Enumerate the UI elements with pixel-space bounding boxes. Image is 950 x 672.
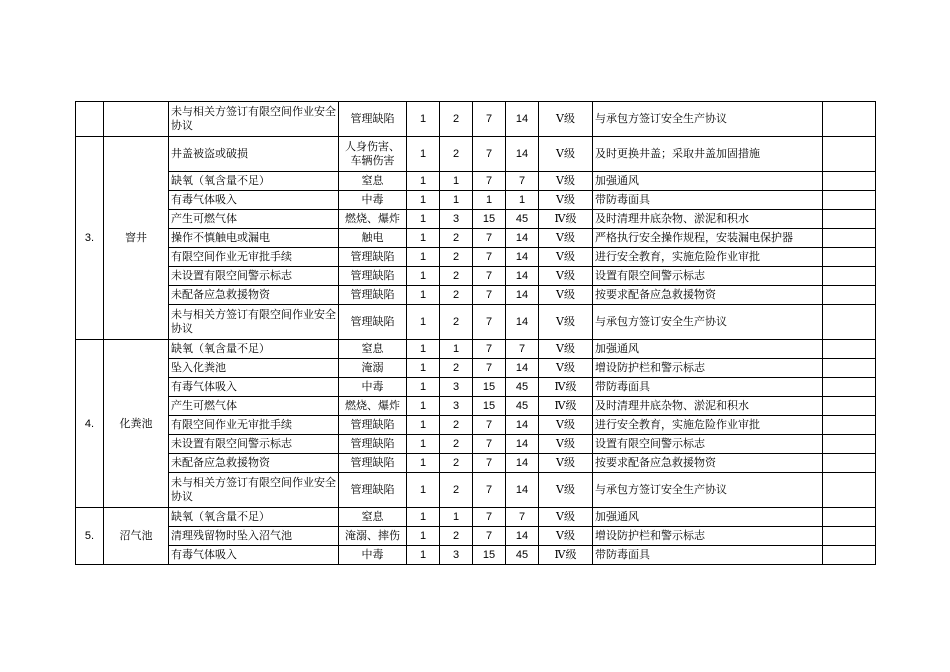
risk-level-cell: Ⅴ级 xyxy=(539,137,593,172)
value-l-cell: 1 xyxy=(407,397,440,416)
value-c-cell: 15 xyxy=(473,210,506,229)
table-row xyxy=(76,248,876,267)
value-e-cell: 3 xyxy=(440,546,473,565)
value-c-cell: 7 xyxy=(473,435,506,454)
hazard-cell: 未与相关方签订有限空间作业安全协议 xyxy=(169,473,339,508)
value-d-cell: 14 xyxy=(506,527,539,546)
note-cell xyxy=(823,416,876,435)
risk-level-cell: Ⅴ级 xyxy=(539,229,593,248)
risk-level-cell: Ⅳ级 xyxy=(539,546,593,565)
risk-level-cell: Ⅴ级 xyxy=(539,527,593,546)
hazard-cell: 未设置有限空间警示标志 xyxy=(169,267,339,286)
value-l-cell: 1 xyxy=(407,191,440,210)
hazard-cell: 有毒气体吸入 xyxy=(169,191,339,210)
note-cell xyxy=(823,305,876,340)
value-c-cell: 15 xyxy=(473,378,506,397)
value-d-cell: 7 xyxy=(506,508,539,527)
value-e-cell: 2 xyxy=(440,416,473,435)
control-measure-cell: 带防毒面具 xyxy=(593,191,823,210)
note-cell xyxy=(823,359,876,378)
control-measure-cell: 增设防护栏和警示标志 xyxy=(593,527,823,546)
value-l-cell: 1 xyxy=(407,229,440,248)
value-l-cell: 1 xyxy=(407,137,440,172)
risk-level-cell: Ⅴ级 xyxy=(539,191,593,210)
hazard-cell: 清理残留物时坠入沼气池 xyxy=(169,527,339,546)
table-row xyxy=(76,286,876,305)
table-row xyxy=(76,435,876,454)
hazard-cell: 井盖被盗或破损 xyxy=(169,137,339,172)
table-row xyxy=(76,378,876,397)
value-c-cell: 7 xyxy=(473,229,506,248)
hazard-cell: 产生可燃气体 xyxy=(169,397,339,416)
value-l-cell: 1 xyxy=(407,305,440,340)
accident-type-cell: 窒息 xyxy=(339,340,407,359)
value-c-cell: 7 xyxy=(473,416,506,435)
hazard-cell: 缺氧（氧含量不足） xyxy=(169,172,339,191)
value-e-cell: 3 xyxy=(440,378,473,397)
hazard-cell: 有限空间作业无审批手续 xyxy=(169,248,339,267)
value-d-cell: 14 xyxy=(506,454,539,473)
value-d-cell: 7 xyxy=(506,340,539,359)
value-e-cell: 2 xyxy=(440,305,473,340)
note-cell xyxy=(823,172,876,191)
risk-level-cell: Ⅴ级 xyxy=(539,340,593,359)
note-cell xyxy=(823,378,876,397)
note-cell xyxy=(823,454,876,473)
control-measure-cell: 及时清理井底杂物、淤泥和积水 xyxy=(593,210,823,229)
value-e-cell: 2 xyxy=(440,248,473,267)
hazard-cell: 缺氧（氧含量不足） xyxy=(169,340,339,359)
accident-type-cell: 淹溺 xyxy=(339,359,407,378)
risk-level-cell: Ⅳ级 xyxy=(539,397,593,416)
value-d-cell: 14 xyxy=(506,435,539,454)
accident-type-cell: 窒息 xyxy=(339,172,407,191)
table-row xyxy=(76,454,876,473)
table-body xyxy=(76,102,876,565)
value-e-cell: 2 xyxy=(440,473,473,508)
value-d-cell: 14 xyxy=(506,248,539,267)
note-cell xyxy=(823,473,876,508)
value-c-cell: 7 xyxy=(473,286,506,305)
risk-level-cell: Ⅳ级 xyxy=(539,210,593,229)
value-c-cell: 7 xyxy=(473,454,506,473)
value-c-cell: 7 xyxy=(473,267,506,286)
control-measure-cell: 设置有限空间警示标志 xyxy=(593,435,823,454)
value-l-cell: 1 xyxy=(407,473,440,508)
value-l-cell: 1 xyxy=(407,286,440,305)
note-cell xyxy=(823,137,876,172)
value-l-cell: 1 xyxy=(407,267,440,286)
note-cell xyxy=(823,248,876,267)
value-e-cell: 2 xyxy=(440,229,473,248)
value-d-cell: 45 xyxy=(506,397,539,416)
accident-type-cell: 燃烧、爆炸 xyxy=(339,397,407,416)
value-l-cell: 1 xyxy=(407,172,440,191)
value-c-cell: 1 xyxy=(473,191,506,210)
control-measure-cell: 及时更换井盖；采取井盖加固措施 xyxy=(593,137,823,172)
accident-type-cell: 燃烧、爆炸 xyxy=(339,210,407,229)
table-row xyxy=(76,172,876,191)
group-number xyxy=(76,102,104,137)
risk-level-cell: Ⅳ级 xyxy=(539,378,593,397)
value-d-cell: 7 xyxy=(506,172,539,191)
risk-level-cell: Ⅴ级 xyxy=(539,248,593,267)
value-l-cell: 1 xyxy=(407,508,440,527)
control-measure-cell: 加强通风 xyxy=(593,508,823,527)
hazard-cell: 有毒气体吸入 xyxy=(169,378,339,397)
value-c-cell: 7 xyxy=(473,137,506,172)
value-l-cell: 1 xyxy=(407,378,440,397)
accident-type-cell: 中毒 xyxy=(339,378,407,397)
value-e-cell: 3 xyxy=(440,210,473,229)
value-e-cell: 2 xyxy=(440,102,473,137)
accident-type-cell: 人身伤害、车辆伤害 xyxy=(339,137,407,172)
risk-level-cell: Ⅴ级 xyxy=(539,435,593,454)
control-measure-cell: 严格执行安全操作规程，安装漏电保护器 xyxy=(593,229,823,248)
value-c-cell: 7 xyxy=(473,248,506,267)
value-e-cell: 1 xyxy=(440,340,473,359)
value-d-cell: 14 xyxy=(506,102,539,137)
value-d-cell: 14 xyxy=(506,416,539,435)
value-d-cell: 45 xyxy=(506,210,539,229)
risk-level-cell: Ⅴ级 xyxy=(539,267,593,286)
table-row xyxy=(76,397,876,416)
accident-type-cell: 管理缺陷 xyxy=(339,473,407,508)
control-measure-cell: 带防毒面具 xyxy=(593,378,823,397)
value-e-cell: 2 xyxy=(440,435,473,454)
value-e-cell: 1 xyxy=(440,172,473,191)
control-measure-cell: 与承包方签订安全生产协议 xyxy=(593,473,823,508)
note-cell xyxy=(823,210,876,229)
accident-type-cell: 管理缺陷 xyxy=(339,248,407,267)
table-row xyxy=(76,210,876,229)
value-d-cell: 14 xyxy=(506,229,539,248)
value-c-cell: 7 xyxy=(473,527,506,546)
value-e-cell: 2 xyxy=(440,137,473,172)
table-row xyxy=(76,340,876,359)
value-l-cell: 1 xyxy=(407,527,440,546)
accident-type-cell: 管理缺陷 xyxy=(339,454,407,473)
accident-type-cell: 中毒 xyxy=(339,191,407,210)
value-c-cell: 15 xyxy=(473,397,506,416)
value-l-cell: 1 xyxy=(407,416,440,435)
value-c-cell: 7 xyxy=(473,473,506,508)
table-row xyxy=(76,416,876,435)
note-cell xyxy=(823,397,876,416)
risk-level-cell: Ⅴ级 xyxy=(539,102,593,137)
risk-level-cell: Ⅴ级 xyxy=(539,286,593,305)
accident-type-cell: 触电 xyxy=(339,229,407,248)
value-c-cell: 7 xyxy=(473,102,506,137)
table-row xyxy=(76,305,876,340)
accident-type-cell: 管理缺陷 xyxy=(339,286,407,305)
value-e-cell: 2 xyxy=(440,286,473,305)
value-e-cell: 1 xyxy=(440,508,473,527)
hazard-cell: 操作不慎触电或漏电 xyxy=(169,229,339,248)
note-cell xyxy=(823,286,876,305)
value-e-cell: 2 xyxy=(440,359,473,378)
group-number: 3. xyxy=(76,137,104,340)
value-e-cell: 2 xyxy=(440,454,473,473)
control-measure-cell: 加强通风 xyxy=(593,172,823,191)
table-row xyxy=(76,508,876,527)
accident-type-cell: 管理缺陷 xyxy=(339,305,407,340)
value-l-cell: 1 xyxy=(407,454,440,473)
note-cell xyxy=(823,340,876,359)
risk-level-cell: Ⅴ级 xyxy=(539,473,593,508)
value-e-cell: 2 xyxy=(440,267,473,286)
accident-type-cell: 管理缺陷 xyxy=(339,416,407,435)
control-measure-cell: 进行安全教育，实施危险作业审批 xyxy=(593,248,823,267)
note-cell xyxy=(823,102,876,137)
note-cell xyxy=(823,229,876,248)
value-d-cell: 14 xyxy=(506,359,539,378)
value-l-cell: 1 xyxy=(407,546,440,565)
value-l-cell: 1 xyxy=(407,248,440,267)
table-row xyxy=(76,137,876,172)
group-number: 5. xyxy=(76,508,104,565)
accident-type-cell: 窒息 xyxy=(339,508,407,527)
value-l-cell: 1 xyxy=(407,210,440,229)
note-cell xyxy=(823,508,876,527)
control-measure-cell: 与承包方签订安全生产协议 xyxy=(593,305,823,340)
value-e-cell: 2 xyxy=(440,527,473,546)
hazard-cell: 未与相关方签订有限空间作业安全协议 xyxy=(169,305,339,340)
group-number: 4. xyxy=(76,340,104,508)
value-d-cell: 45 xyxy=(506,546,539,565)
table-row xyxy=(76,546,876,565)
control-measure-cell: 带防毒面具 xyxy=(593,546,823,565)
table-row xyxy=(76,267,876,286)
hazard-cell: 未配备应急救援物资 xyxy=(169,454,339,473)
table-row xyxy=(76,359,876,378)
value-d-cell: 45 xyxy=(506,378,539,397)
risk-level-cell: Ⅴ级 xyxy=(539,359,593,378)
hazard-cell: 产生可燃气体 xyxy=(169,210,339,229)
value-c-cell: 7 xyxy=(473,305,506,340)
value-l-cell: 1 xyxy=(407,102,440,137)
risk-assessment-table xyxy=(75,101,876,565)
hazard-cell: 有限空间作业无审批手续 xyxy=(169,416,339,435)
accident-type-cell: 中毒 xyxy=(339,546,407,565)
control-measure-cell: 按要求配备应急救援物资 xyxy=(593,454,823,473)
group-name xyxy=(104,102,169,137)
accident-type-cell: 管理缺陷 xyxy=(339,435,407,454)
control-measure-cell: 按要求配备应急救援物资 xyxy=(593,286,823,305)
note-cell xyxy=(823,546,876,565)
hazard-cell: 坠入化粪池 xyxy=(169,359,339,378)
hazard-cell: 未设置有限空间警示标志 xyxy=(169,435,339,454)
control-measure-cell: 加强通风 xyxy=(593,340,823,359)
risk-level-cell: Ⅴ级 xyxy=(539,416,593,435)
hazard-cell: 有毒气体吸入 xyxy=(169,546,339,565)
group-name: 窨井 xyxy=(104,137,169,340)
value-l-cell: 1 xyxy=(407,435,440,454)
value-c-cell: 15 xyxy=(473,546,506,565)
value-d-cell: 1 xyxy=(506,191,539,210)
control-measure-cell: 设置有限空间警示标志 xyxy=(593,267,823,286)
value-c-cell: 7 xyxy=(473,172,506,191)
control-measure-cell: 进行安全教育，实施危险作业审批 xyxy=(593,416,823,435)
value-c-cell: 7 xyxy=(473,359,506,378)
table-row xyxy=(76,102,876,137)
note-cell xyxy=(823,435,876,454)
value-d-cell: 14 xyxy=(506,286,539,305)
risk-level-cell: Ⅴ级 xyxy=(539,305,593,340)
control-measure-cell: 与承包方签订安全生产协议 xyxy=(593,102,823,137)
risk-level-cell: Ⅴ级 xyxy=(539,172,593,191)
risk-level-cell: Ⅴ级 xyxy=(539,508,593,527)
value-d-cell: 14 xyxy=(506,137,539,172)
table-row xyxy=(76,229,876,248)
value-c-cell: 7 xyxy=(473,508,506,527)
control-measure-cell: 增设防护栏和警示标志 xyxy=(593,359,823,378)
hazard-cell: 未配备应急救援物资 xyxy=(169,286,339,305)
note-cell xyxy=(823,527,876,546)
accident-type-cell: 管理缺陷 xyxy=(339,102,407,137)
control-measure-cell: 及时清理井底杂物、淤泥和积水 xyxy=(593,397,823,416)
value-e-cell: 3 xyxy=(440,397,473,416)
table-row xyxy=(76,191,876,210)
value-d-cell: 14 xyxy=(506,473,539,508)
risk-level-cell: Ⅴ级 xyxy=(539,454,593,473)
value-d-cell: 14 xyxy=(506,305,539,340)
accident-type-cell: 管理缺陷 xyxy=(339,267,407,286)
value-l-cell: 1 xyxy=(407,359,440,378)
hazard-cell: 缺氧（氧含量不足） xyxy=(169,508,339,527)
value-c-cell: 7 xyxy=(473,340,506,359)
group-name: 沼气池 xyxy=(104,508,169,565)
group-name: 化粪池 xyxy=(104,340,169,508)
hazard-cell: 未与相关方签订有限空间作业安全协议 xyxy=(169,102,339,137)
value-e-cell: 1 xyxy=(440,191,473,210)
accident-type-cell: 淹溺、摔伤 xyxy=(339,527,407,546)
table-row xyxy=(76,473,876,508)
note-cell xyxy=(823,191,876,210)
note-cell xyxy=(823,267,876,286)
value-l-cell: 1 xyxy=(407,340,440,359)
value-d-cell: 14 xyxy=(506,267,539,286)
table-row xyxy=(76,527,876,546)
